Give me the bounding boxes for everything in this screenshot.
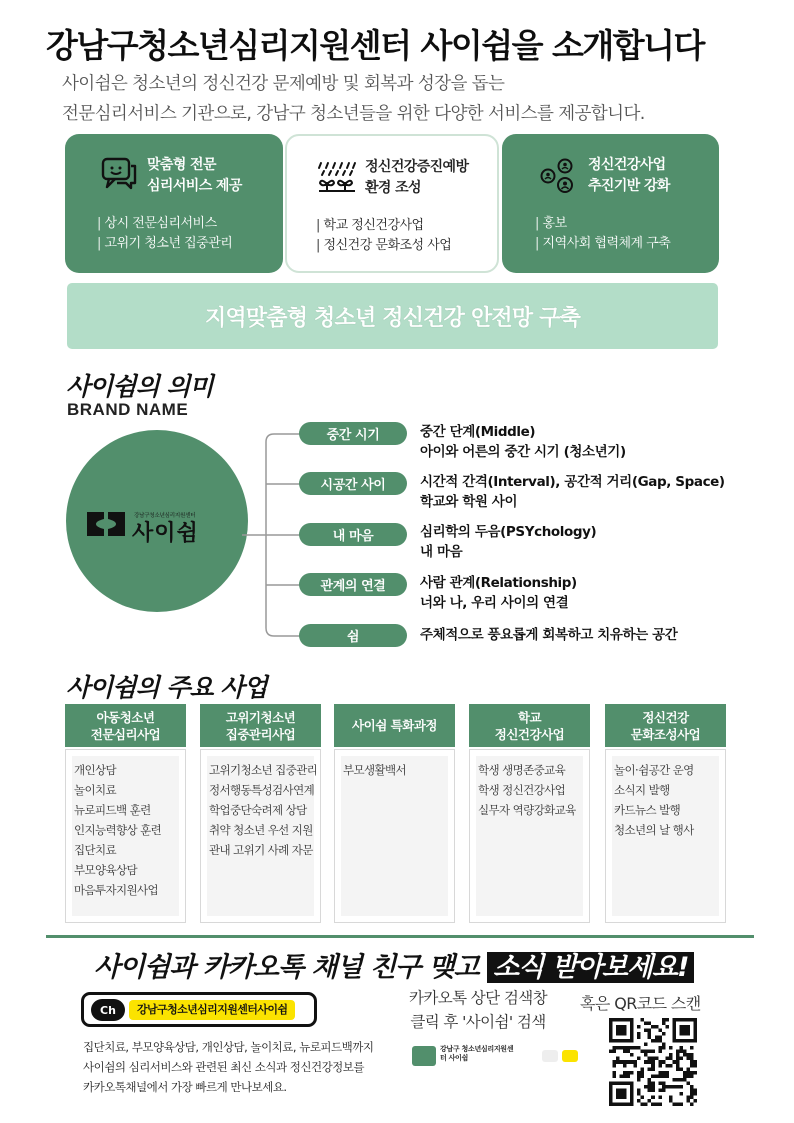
list-item: | 홍보	[535, 214, 670, 234]
sprout-rain-icon	[317, 160, 357, 198]
logo-text: 사이쉼	[132, 521, 199, 546]
intro-text-line-2: 전문심리서비스 기관으로, 강남구 청소년들을 위한 다양한 서비스를 제공합니다.	[62, 104, 645, 124]
list-item: 고위기청소년 집중관리	[209, 763, 318, 777]
meaning-connector-lines	[240, 425, 302, 645]
business-column-body-3	[334, 749, 455, 923]
list-item: 실무자 역량강화교육	[478, 803, 576, 817]
list-item: 마음투자지원사업	[74, 883, 159, 897]
business-column-body-5	[605, 749, 726, 923]
list-item: 부모양육상담	[74, 863, 138, 877]
business-column-head-1: 아동청소년 전문심리사업	[65, 704, 186, 747]
meaning-pill-5: 쉼	[299, 624, 407, 647]
kakao-search-guide: 카카오톡 상단 검색창 클릭 후 '사이쉼' 검색	[408, 989, 547, 1031]
page-title: 강남구청소년심리지원센터 사이쉼을 소개합니다	[46, 26, 704, 65]
card-title: 정신건강사업 추진기반 강화	[588, 157, 670, 194]
service-card-2	[285, 134, 499, 273]
list-item: 청소년의 날 행사	[614, 823, 694, 837]
logo-subtext: 강남구청소년심리지원센터	[134, 513, 196, 519]
list-item: 집단치료	[74, 843, 117, 857]
card-item-list	[316, 216, 451, 256]
section-title-meaning: 사이쉼의 의미	[66, 372, 213, 401]
kakao-desc-line-1: 집단치료, 부모양육상담, 개인상담, 놀이치료, 뉴로피드백까지	[83, 1040, 374, 1054]
service-card-1	[65, 134, 283, 273]
preview-channel-name: 강남구 청소년심리지원센 터 사이쉼	[440, 1045, 514, 1062]
logo-mark-icon	[85, 510, 127, 542]
list-item: 학생 정신건강사업	[478, 783, 566, 797]
kakao-desc-line-3: 카카오톡채널에서 가장 빠르게 만나보세요.	[83, 1080, 287, 1094]
card-title: 맞춤형 전문 심리서비스 제공	[147, 157, 242, 194]
list-item: 놀이치료	[74, 783, 117, 797]
business-column-body-2	[200, 749, 321, 923]
list-item: | 학교 정신건강사업	[316, 216, 451, 236]
brand-name-label: BRAND NAME	[67, 400, 189, 419]
business-column-head-2: 고위기청소년 집중관리사업	[200, 704, 321, 747]
kakao-channel-preview	[406, 1040, 586, 1090]
meaning-desc-2: 시간적 간격(Interval), 공간적 거리(Gap, Space) 학교와 학원 사이	[420, 474, 725, 510]
list-item: 뉴로피드백 훈련	[74, 803, 151, 817]
list-item: | 정신건강 문화조성 사업	[316, 236, 451, 256]
kakao-title: 사이쉼과 카카오톡 채널 친구 맺고 소식 받아보세요!	[94, 945, 694, 984]
meaning-pill-3: 내 마음	[299, 523, 407, 546]
list-item: 인지능력향상 훈련	[74, 823, 162, 837]
list-item: 취약 청소년 우선 지원	[209, 823, 313, 837]
meaning-desc-3: 심리학의 두음(PSYchology) 내 마음	[420, 524, 597, 560]
business-column-head-5: 정신건강 문화조성사업	[605, 704, 726, 747]
list-item: 카드뉴스 발행	[614, 803, 681, 817]
qr-label: 혹은 QR코드 스캔	[580, 994, 701, 1013]
section-divider	[46, 935, 754, 938]
card-item-list	[97, 214, 232, 254]
list-item: 부모생활백서	[343, 763, 407, 777]
list-item: 학생 생명존중교육	[478, 763, 566, 777]
card-title: 정신건강증진예방 환경 조성	[365, 159, 469, 196]
vision-banner	[67, 283, 718, 349]
qr-code-icon[interactable]	[609, 1018, 697, 1106]
meaning-desc-5: 주체적으로 풍요롭게 회복하고 치유하는 공간	[420, 627, 678, 643]
meaning-pill-4: 관계의 연결	[299, 573, 407, 596]
meaning-desc-1: 중간 단계(Middle) 아이와 어른의 중간 시기 (청소년기)	[420, 424, 626, 460]
banner-text: 지역맞춤형 청소년 정신건강 안전망 구축	[204, 305, 581, 331]
brand-logo-circle	[66, 430, 248, 612]
meaning-desc-4: 사람 관계(Relationship) 너와 나, 우리 사이의 연결	[420, 575, 577, 611]
intro-text-line-1: 사이쉼은 청소년의 정신건강 문제예방 및 회복과 성장을 돕는	[62, 74, 505, 94]
people-network-icon	[538, 158, 578, 198]
business-column-body-1	[65, 749, 186, 923]
kakao-talk-icon	[562, 1050, 578, 1062]
business-column-head-3: 사이쉼 특화과정	[334, 704, 455, 747]
list-item: 소식지 발행	[614, 783, 670, 797]
kakao-channel-search-box[interactable]	[81, 992, 317, 1027]
speech-bubble-icon	[101, 157, 139, 195]
list-item: 놀이·쉼공간 운영	[614, 763, 694, 777]
list-item: 개인상담	[74, 763, 117, 777]
list-item: | 상시 전문심리서비스	[97, 214, 232, 234]
mini-logo-icon	[412, 1046, 436, 1066]
kakao-channel-icon: Ch	[91, 999, 125, 1021]
business-column-head-4: 학교 정신건강사업	[469, 704, 590, 747]
list-item: 관내 고위기 사례 자문	[209, 843, 313, 857]
chat-icon	[542, 1050, 558, 1062]
list-item: | 고위기 청소년 집중관리	[97, 234, 232, 254]
service-card-3	[502, 134, 719, 273]
list-item: | 지역사회 협력체계 구축	[535, 234, 670, 254]
kakao-title-highlight: 소식 받아보세요!	[487, 952, 694, 983]
list-item: 정서행동특성검사연계	[209, 783, 315, 797]
meaning-pill-1: 중간 시기	[299, 422, 407, 445]
business-column-body-4	[469, 749, 590, 923]
section-title-business: 사이쉼의 주요 사업	[66, 673, 267, 702]
kakao-desc-line-2: 사이쉼의 심리서비스와 관련된 최신 소식과 정신건강정보를	[83, 1060, 364, 1074]
kakao-channel-name: 강남구청소년심리지원센터사이쉼	[129, 1000, 295, 1020]
card-item-list	[535, 214, 670, 254]
meaning-pill-2: 시공간 사이	[299, 472, 407, 495]
list-item: 학업중단숙려제 상담	[209, 803, 307, 817]
